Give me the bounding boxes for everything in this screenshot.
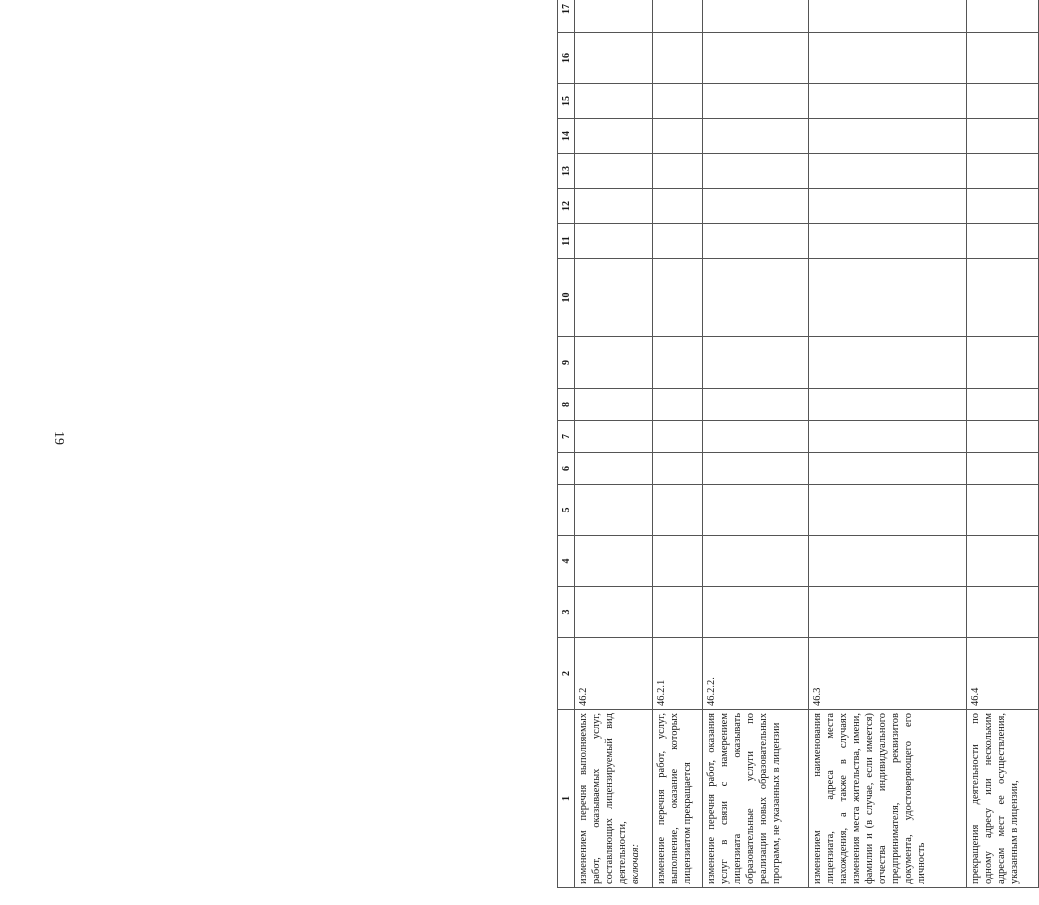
table-row [703, 0, 809, 888]
empty-cell [575, 337, 653, 389]
empty-cell [809, 421, 967, 453]
table-header-row [558, 0, 575, 888]
empty-cell [703, 119, 809, 154]
empty-cell [653, 259, 703, 337]
empty-cell [653, 154, 703, 189]
empty-cell [653, 33, 703, 84]
empty-cell [703, 453, 809, 485]
empty-cell [703, 224, 809, 259]
table-row [809, 0, 967, 888]
empty-cell [809, 0, 967, 33]
empty-cell [809, 119, 967, 154]
empty-cell [653, 84, 703, 119]
column-header: 7 [558, 421, 575, 453]
empty-cell [653, 453, 703, 485]
empty-cell [653, 421, 703, 453]
row-description: изменение перечня работ, услуг, выполнение, оказание которых лицензиатом прекращается [653, 710, 703, 888]
empty-cell [809, 587, 967, 638]
empty-cell [575, 0, 653, 33]
empty-cell [575, 119, 653, 154]
empty-cell [575, 224, 653, 259]
empty-cell [653, 485, 703, 536]
empty-cell [703, 189, 809, 224]
empty-cell [703, 389, 809, 421]
empty-cell [809, 536, 967, 587]
empty-cell [653, 587, 703, 638]
empty-cell [703, 421, 809, 453]
empty-cell [967, 453, 1039, 485]
row-description-text: изменением перечня выполняемых работ, оказываемых услуг, составляющих лицензируемый вид деятельности, [578, 713, 628, 884]
column-header: 6 [558, 453, 575, 485]
empty-cell [809, 224, 967, 259]
column-header: 4 [558, 536, 575, 587]
empty-cell [653, 0, 703, 33]
empty-cell [967, 259, 1039, 337]
empty-cell [575, 453, 653, 485]
empty-cell [809, 189, 967, 224]
empty-cell [967, 389, 1039, 421]
empty-cell [575, 587, 653, 638]
document-table [557, 0, 1039, 888]
column-header: 8 [558, 389, 575, 421]
empty-cell [809, 154, 967, 189]
table-row [967, 0, 1039, 888]
empty-cell [967, 337, 1039, 389]
empty-cell [967, 536, 1039, 587]
empty-cell [703, 485, 809, 536]
row-code: 46.4 [967, 638, 1039, 710]
page-number: 19 [51, 431, 66, 445]
empty-cell [653, 536, 703, 587]
column-header: 13 [558, 154, 575, 189]
empty-cell [809, 84, 967, 119]
column-header: 10 [558, 259, 575, 337]
empty-cell [809, 485, 967, 536]
empty-cell [703, 33, 809, 84]
empty-cell [575, 154, 653, 189]
empty-cell [967, 154, 1039, 189]
empty-cell [653, 119, 703, 154]
empty-cell [967, 0, 1039, 33]
empty-cell [575, 84, 653, 119]
empty-cell [703, 337, 809, 389]
empty-cell [967, 119, 1039, 154]
table-container [77, 4, 1020, 888]
empty-cell [703, 536, 809, 587]
column-header: 17 [558, 0, 575, 33]
empty-cell [703, 259, 809, 337]
empty-cell [967, 224, 1039, 259]
row-code: 46.2.2. [703, 638, 809, 710]
column-header: 15 [558, 84, 575, 119]
row-description: изменением наименования лицензиата, адреса места нахождения, а также в случаях изменения места жительства, имени, фамилии и (в случае, если имеется) отчества индивидуального предпринимателя, реквизитов документа, удостоверяющего его личность [809, 710, 967, 888]
column-header: 3 [558, 587, 575, 638]
empty-cell [809, 33, 967, 84]
empty-cell [703, 587, 809, 638]
empty-cell [575, 259, 653, 337]
row-code: 46.3 [809, 638, 967, 710]
row-description [575, 710, 653, 888]
table-row [575, 0, 653, 888]
row-code: 46.2 [575, 638, 653, 710]
column-header: 9 [558, 337, 575, 389]
empty-cell [809, 453, 967, 485]
column-header: 1 [558, 710, 575, 888]
empty-cell [653, 389, 703, 421]
column-header: 5 [558, 485, 575, 536]
empty-cell [575, 536, 653, 587]
empty-cell [967, 421, 1039, 453]
empty-cell [967, 84, 1039, 119]
empty-cell [575, 421, 653, 453]
empty-cell [703, 154, 809, 189]
empty-cell [575, 485, 653, 536]
empty-cell [809, 389, 967, 421]
table-row [653, 0, 703, 888]
row-description: прекращения деятельности по одному адресу или нескольким адресам мест ее осуществления, указанным в лицензии, [967, 710, 1039, 888]
empty-cell [575, 389, 653, 421]
empty-cell [967, 485, 1039, 536]
empty-cell [967, 587, 1039, 638]
empty-cell [809, 337, 967, 389]
empty-cell [809, 259, 967, 337]
empty-cell [653, 224, 703, 259]
empty-cell [653, 337, 703, 389]
empty-cell [967, 189, 1039, 224]
column-header: 14 [558, 119, 575, 154]
row-description-extra: включая: [630, 843, 641, 884]
column-header: 11 [558, 224, 575, 259]
empty-cell [575, 189, 653, 224]
row-code: 46.2.1 [653, 638, 703, 710]
empty-cell [575, 33, 653, 84]
row-description: изменение перечня работ, оказания услуг в связи с намерением лицензиата оказывать образовательные услуги по реализации новых образовательных программ, не указанных в лицензии [703, 710, 809, 888]
empty-cell [703, 0, 809, 33]
column-header: 12 [558, 189, 575, 224]
empty-cell [967, 33, 1039, 84]
empty-cell [703, 84, 809, 119]
column-header: 2 [558, 638, 575, 710]
empty-cell [653, 189, 703, 224]
column-header: 16 [558, 33, 575, 84]
